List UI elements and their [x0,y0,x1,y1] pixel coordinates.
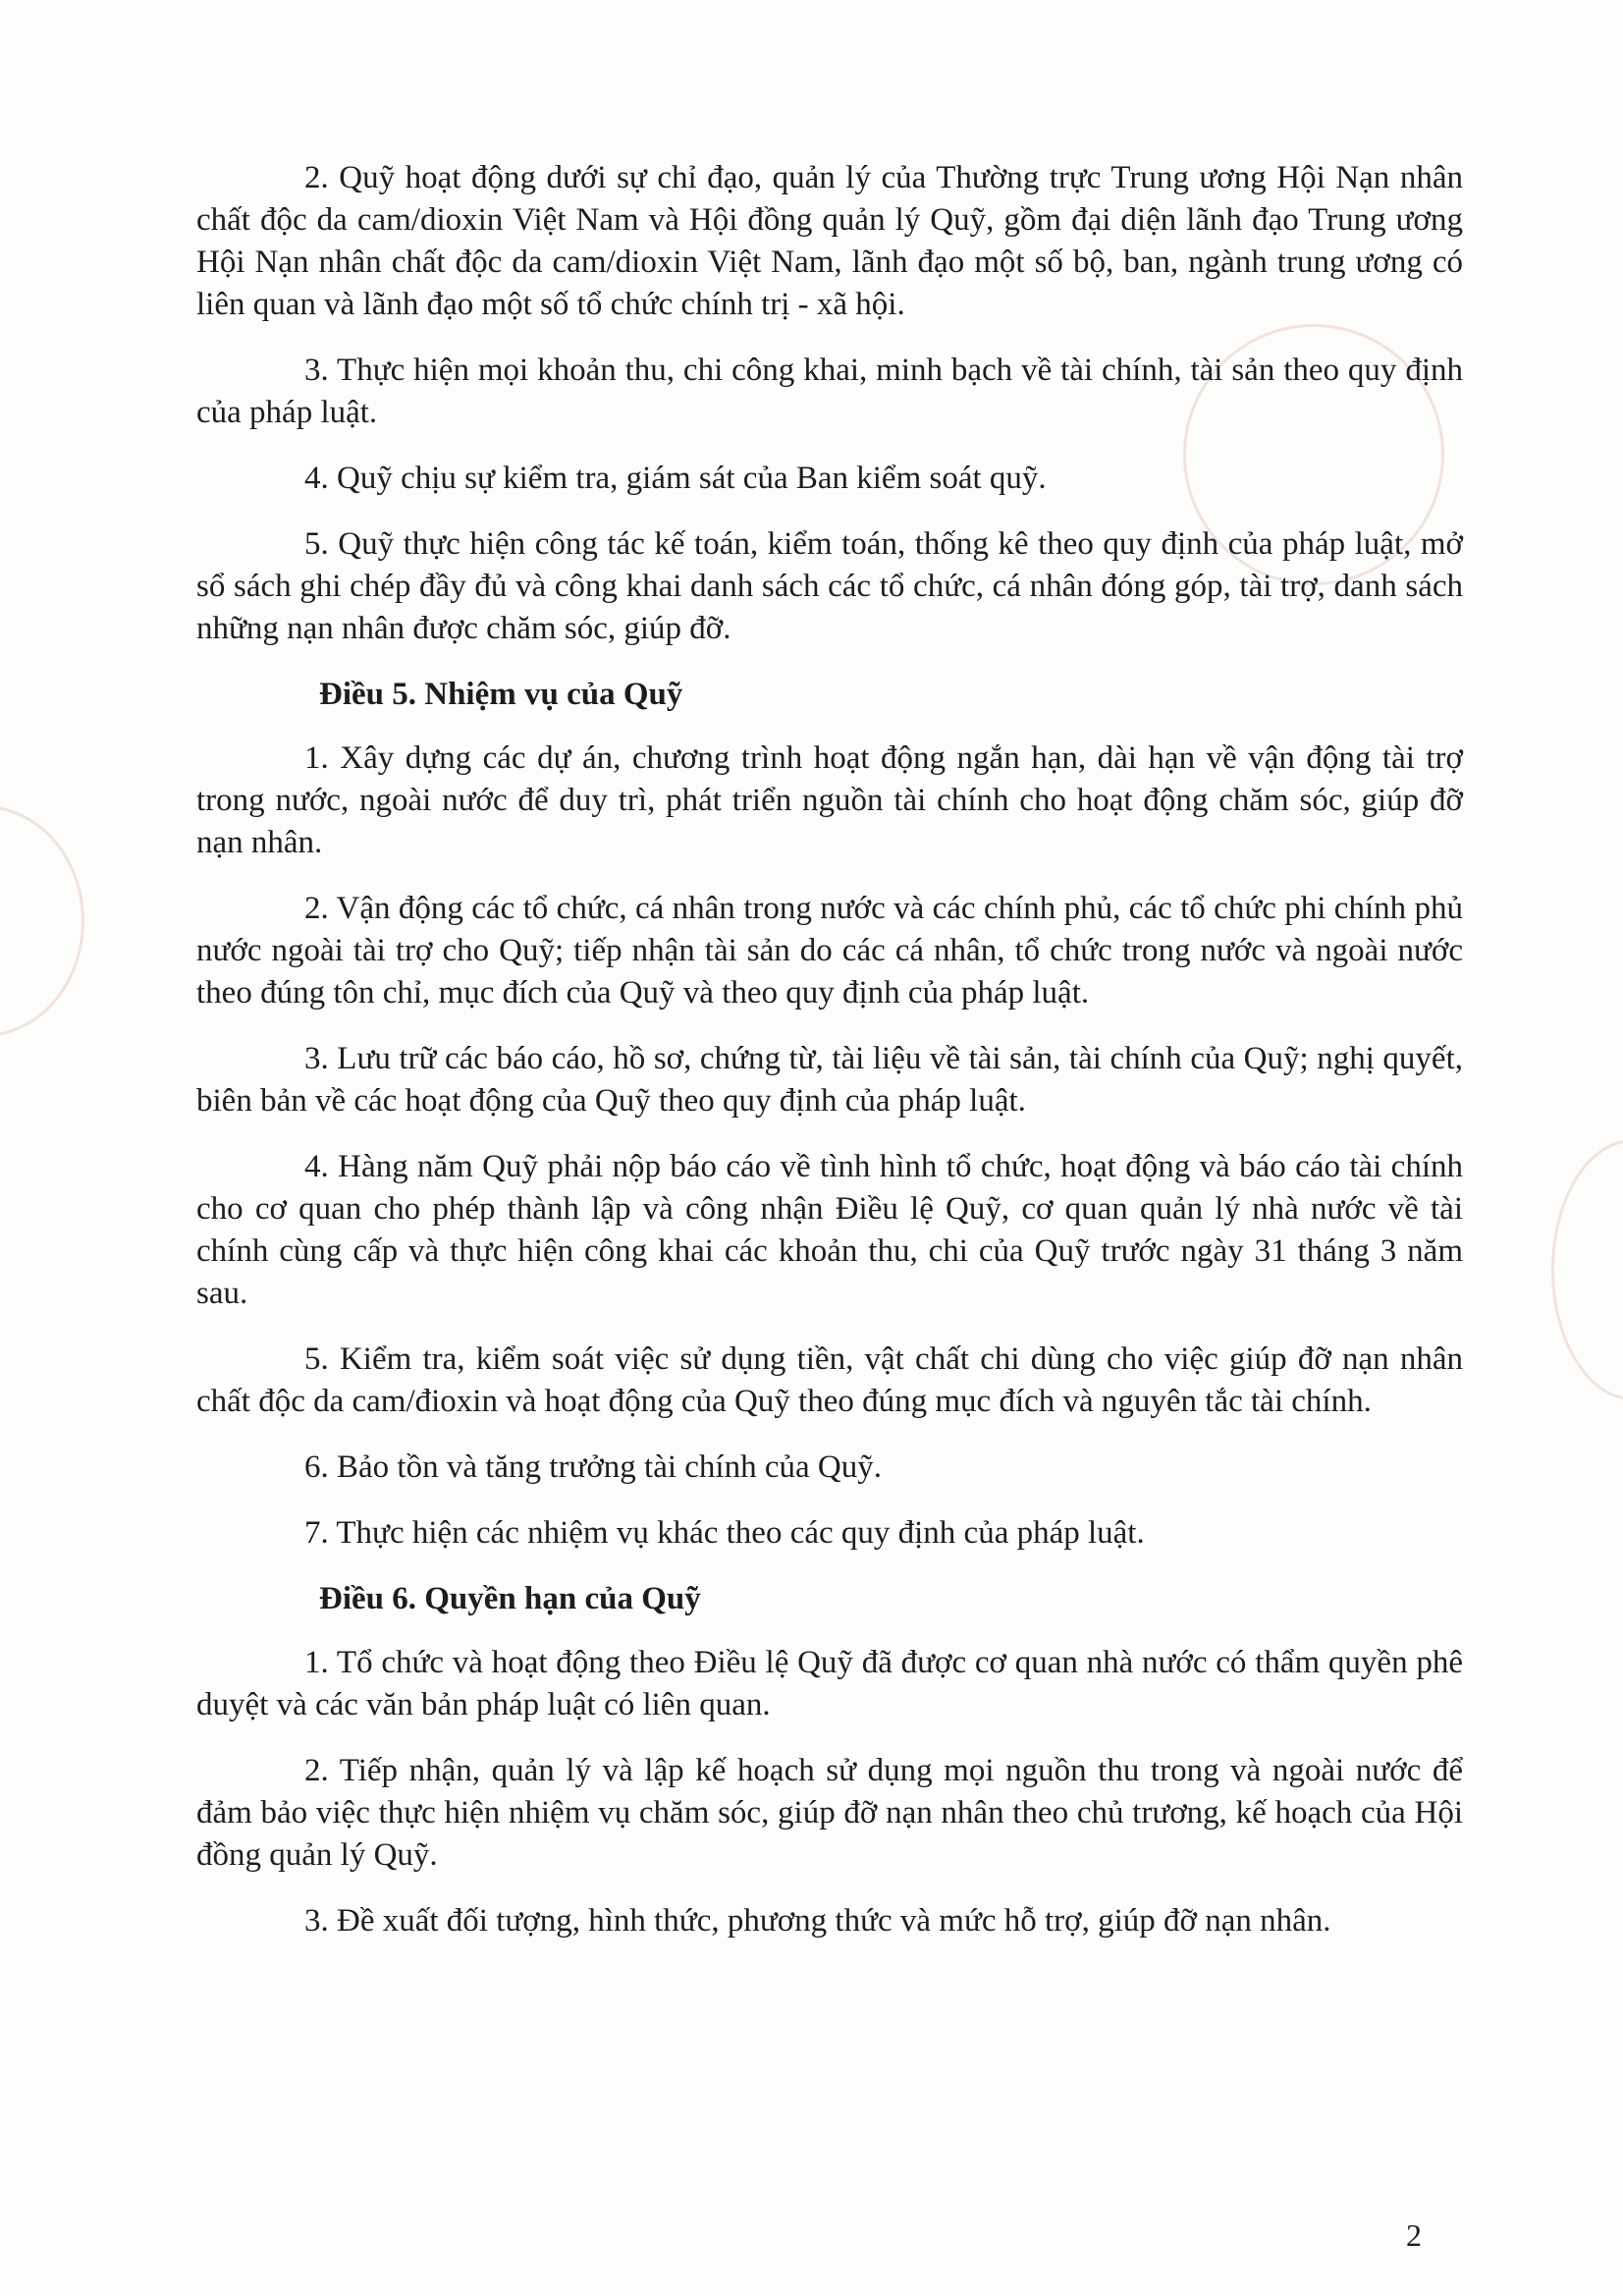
paragraph: 6. Bảo tồn và tăng trưởng tài chính của Quỹ. [304,1449,882,1485]
paragraph: 3. Lưu trữ các báo cáo, hồ sơ, chứng từ, tài liệu về tài sản, tài chính của Quỹ; nghị quyết, biên bản về các hoạt động của Quỹ theo quy định của pháp luật. [196,1041,1463,1119]
paragraph: 1. Xây dựng các dự án, chương trình hoạt động ngắn hạn, dài hạn về vận động tài trợ trong nước, ngoài nước để duy trì, phát triển nguồn tài chính cho hoạt động chăm sóc, giúp đỡ nạn nhân. [196,740,1463,860]
paragraph: 2. Tiếp nhận, quản lý và lập kế hoạch sử dụng mọi nguồn thu trong và ngoài nước để đảm bảo việc thực hiện nhiệm vụ chăm sóc, giúp đỡ nạn nhân theo chủ trương, kế hoạch của Hội đồng quản lý Quỹ. [196,1753,1463,1873]
paragraph: 1. Tổ chức và hoạt động theo Điều lệ Quỹ đã được cơ quan nhà nước có thẩm quyền phê duyệt và các văn bản pháp luật có liên quan. [196,1645,1463,1722]
paragraph: 2. Quỹ hoạt động dưới sự chỉ đạo, quản lý của Thường trực Trung ương Hội Nạn nhân chất độc da cam/dioxin Việt Nam và Hội đồng quản lý Quỹ, gồm đại diện lãnh đạo Trung ương Hội Nạn nhân chất độc da cam/dioxin Việt Nam, lãnh đạo một số bộ, ban, ngành trung ương có liên quan và lãnh đạo một số tổ chức chính trị - xã hội. [196,160,1463,322]
paragraph: 4. Quỹ chịu sự kiểm tra, giám sát của Ban kiểm soát quỹ. [304,461,1047,496]
paragraph: 5. Quỹ thực hiện công tác kế toán, kiểm toán, thống kê theo quy định của pháp luật, mở sổ sách ghi chép đầy đủ và công khai danh sách các tổ chức, cá nhân đóng góp, tài trợ, danh sách những nạn nhân được chăm sóc, giúp đỡ. [196,526,1463,646]
document-body [196,157,1463,1966]
paragraph: 5. Kiểm tra, kiểm soát việc sử dụng tiền, vật chất chi dùng cho việc giúp đỡ nạn nhân chất độc da cam/đioxin và hoạt động của Quỹ theo đúng mục đích và nguyên tắc tài chính. [196,1341,1463,1419]
paragraph: 3. Thực hiện mọi khoản thu, chi công khai, minh bạch về tài chính, tài sản theo quy định của pháp luật. [196,353,1463,430]
stamp-ghost-right-edge [1551,1139,1623,1400]
paragraph: 3. Đề xuất đối tượng, hình thức, phương thức và mức hỗ trợ, giúp đỡ nạn nhân. [304,1903,1331,1939]
stamp-ghost-left [0,805,84,1037]
paragraph: 4. Hàng năm Quỹ phải nộp báo cáo về tình hình tổ chức, hoạt động và báo cáo tài chính cho cơ quan cho phép thành lập và công nhận Điều lệ Quỹ, cơ quan quản lý nhà nước về tài chính cùng cấp và thực hiện công khai các khoản thu, chi của Quỹ trước ngày 31 tháng 3 năm sau. [196,1149,1463,1311]
paragraph: 7. Thực hiện các nhiệm vụ khác theo các quy định của pháp luật. [304,1515,1145,1551]
page-number: 2 [1406,2217,1422,2253]
paragraph: 2. Vận động các tổ chức, cá nhân trong nước và các chính phủ, các tổ chức phi chính phủ nước ngoài tài trợ cho Quỹ; tiếp nhận tài sản do các cá nhân, tổ chức trong nước và ngoài nước theo đúng tôn chỉ, mục đích của Quỹ và theo quy định của pháp luật. [196,891,1463,1011]
article-6-heading: Điều 6. Quyền hạn của Quỹ [319,1581,701,1616]
article-5-heading: Điều 5. Nhiệm vụ của Quỹ [319,677,683,712]
